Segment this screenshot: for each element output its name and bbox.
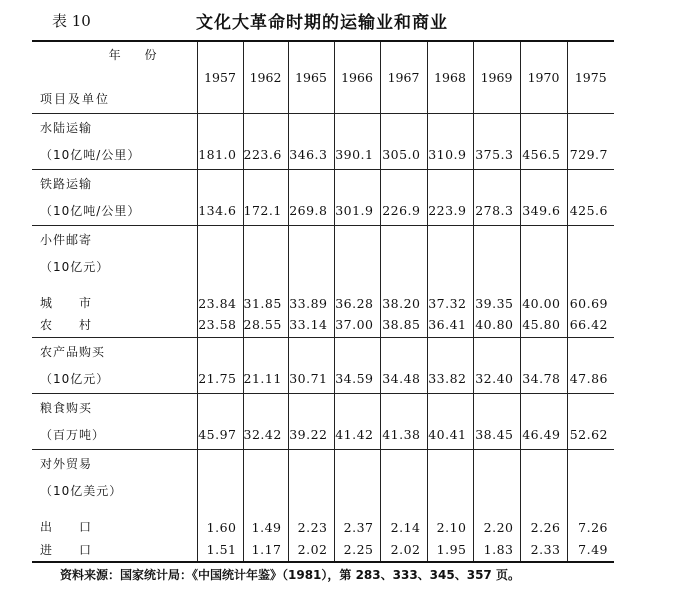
cell-value: 39.35 — [473, 279, 520, 313]
cell-value: 269.8 — [288, 197, 334, 225]
year-header: 1957 — [197, 41, 243, 113]
cell-value: 23.58 — [197, 313, 243, 337]
cell-value: 37.00 — [334, 313, 380, 337]
cell-value: 2.33 — [520, 537, 567, 562]
cell-value: 729.7 — [567, 141, 614, 169]
table-row — [32, 253, 614, 279]
row-label: 农产品购买 — [32, 337, 197, 365]
cell-value: 346.3 — [288, 141, 334, 169]
cell-value: 30.71 — [288, 365, 334, 393]
cell-value: 1.83 — [473, 537, 520, 562]
table-row — [32, 141, 614, 169]
title-row — [0, 8, 687, 34]
cell-value: 28.55 — [243, 313, 288, 337]
year-header: 1975 — [567, 41, 614, 113]
source-note: 资料来源：国家统计局：《中国统计年鉴》（1981），第 283、333、345、357 页。 — [60, 568, 520, 582]
cell-value: 2.14 — [380, 503, 427, 537]
row-unit: （10亿元） — [40, 259, 110, 274]
data-table — [32, 40, 614, 563]
cell-value: 40.41 — [427, 421, 473, 449]
row-label: 铁路运输 — [32, 169, 197, 197]
row-unit: （10亿美元） — [40, 483, 123, 498]
table-row — [32, 113, 614, 141]
table-row — [32, 477, 614, 503]
cell-value: 301.9 — [334, 197, 380, 225]
cell-value: 2.26 — [520, 503, 567, 537]
table-row — [32, 393, 614, 421]
row-label: 水陆运输 — [32, 113, 197, 141]
cell-value: 41.42 — [334, 421, 380, 449]
table-row — [32, 197, 614, 225]
cell-value: 47.86 — [567, 365, 614, 393]
cell-value: 40.80 — [473, 313, 520, 337]
year-label: 年 份 — [108, 48, 167, 62]
cell-value: 36.28 — [334, 279, 380, 313]
table-row — [32, 279, 614, 313]
year-header: 1966 — [334, 41, 380, 113]
sub-row-label: 城 市 — [40, 296, 93, 310]
cell-value: 1.17 — [243, 537, 288, 562]
item-label: 项目及单位 — [40, 91, 111, 106]
sub-row-label: 农 村 — [40, 318, 93, 333]
header-row — [32, 41, 614, 113]
cell-value: 2.37 — [334, 503, 380, 537]
cell-value: 32.42 — [243, 421, 288, 449]
table-row — [32, 337, 614, 365]
cell-value: 36.41 — [427, 313, 473, 337]
cell-value: 41.38 — [380, 421, 427, 449]
cell-value: 2.25 — [334, 537, 380, 562]
cell-value: 2.10 — [427, 503, 473, 537]
cell-value: 134.6 — [197, 197, 243, 225]
cell-value: 223.6 — [243, 141, 288, 169]
row-label: 对外贸易 — [32, 449, 197, 477]
cell-value: 39.22 — [288, 421, 334, 449]
row-label: 粮食购买 — [32, 393, 197, 421]
year-header: 1969 — [473, 41, 520, 113]
row-unit: （10亿元） — [40, 372, 110, 387]
cell-value: 2.20 — [473, 503, 520, 537]
table-row — [32, 503, 614, 537]
cell-value: 349.6 — [520, 197, 567, 225]
cell-value: 38.45 — [473, 421, 520, 449]
cell-value: 38.20 — [380, 279, 427, 313]
cell-value: 2.02 — [380, 537, 427, 562]
cell-value: 31.85 — [243, 279, 288, 313]
table-row — [32, 169, 614, 197]
cell-value: 46.49 — [520, 421, 567, 449]
cell-value: 33.82 — [427, 365, 473, 393]
cell-value: 52.62 — [567, 421, 614, 449]
cell-value: 2.23 — [288, 503, 334, 537]
cell-value: 66.42 — [567, 313, 614, 337]
cell-value: 33.14 — [288, 313, 334, 337]
year-header: 1962 — [243, 41, 288, 113]
cell-value: 40.00 — [520, 279, 567, 313]
table-title: 文化大革命时期的运输业和商业 — [196, 13, 448, 33]
cell-value: 60.69 — [567, 279, 614, 313]
cell-value: 305.0 — [380, 141, 427, 169]
table-number: 表 10 — [52, 12, 91, 30]
cell-value: 32.40 — [473, 365, 520, 393]
header-corner — [32, 41, 197, 113]
row-label: 小件邮寄 — [32, 225, 197, 253]
cell-value: 37.32 — [427, 279, 473, 313]
row-unit: （百万吨） — [40, 428, 106, 443]
year-header: 1965 — [288, 41, 334, 113]
cell-value: 226.9 — [380, 197, 427, 225]
table-row — [32, 449, 614, 477]
table-row — [32, 421, 614, 449]
cell-value: 310.9 — [427, 141, 473, 169]
cell-value: 375.3 — [473, 141, 520, 169]
cell-value: 1.49 — [243, 503, 288, 537]
row-unit: （10亿吨/公里） — [40, 204, 141, 219]
cell-value: 2.02 — [288, 537, 334, 562]
sub-row-label: 出 口 — [40, 520, 93, 534]
cell-value: 34.48 — [380, 365, 427, 393]
cell-value: 23.84 — [197, 279, 243, 313]
cell-value: 1.60 — [197, 503, 243, 537]
cell-value: 45.97 — [197, 421, 243, 449]
cell-value: 1.51 — [197, 537, 243, 562]
cell-value: 45.80 — [520, 313, 567, 337]
cell-value: 7.49 — [567, 537, 614, 562]
cell-value: 34.78 — [520, 365, 567, 393]
cell-value: 456.5 — [520, 141, 567, 169]
cell-value: 38.85 — [380, 313, 427, 337]
cell-value: 223.9 — [427, 197, 473, 225]
cell-value: 21.11 — [243, 365, 288, 393]
year-header: 1970 — [520, 41, 567, 113]
cell-value: 1.95 — [427, 537, 473, 562]
cell-value: 21.75 — [197, 365, 243, 393]
cell-value: 172.1 — [243, 197, 288, 225]
cell-value: 181.0 — [197, 141, 243, 169]
year-header: 1967 — [380, 41, 427, 113]
table-row — [32, 365, 614, 393]
cell-value: 7.26 — [567, 503, 614, 537]
cell-value: 390.1 — [334, 141, 380, 169]
table-row — [32, 225, 614, 253]
table-row — [32, 313, 614, 337]
sub-row-label: 进 口 — [32, 537, 197, 562]
row-unit: （10亿吨/公里） — [40, 148, 141, 163]
cell-value: 278.3 — [473, 197, 520, 225]
year-header: 1968 — [427, 41, 473, 113]
table-row — [32, 537, 614, 562]
cell-value: 33.89 — [288, 279, 334, 313]
cell-value: 34.59 — [334, 365, 380, 393]
cell-value: 425.6 — [567, 197, 614, 225]
